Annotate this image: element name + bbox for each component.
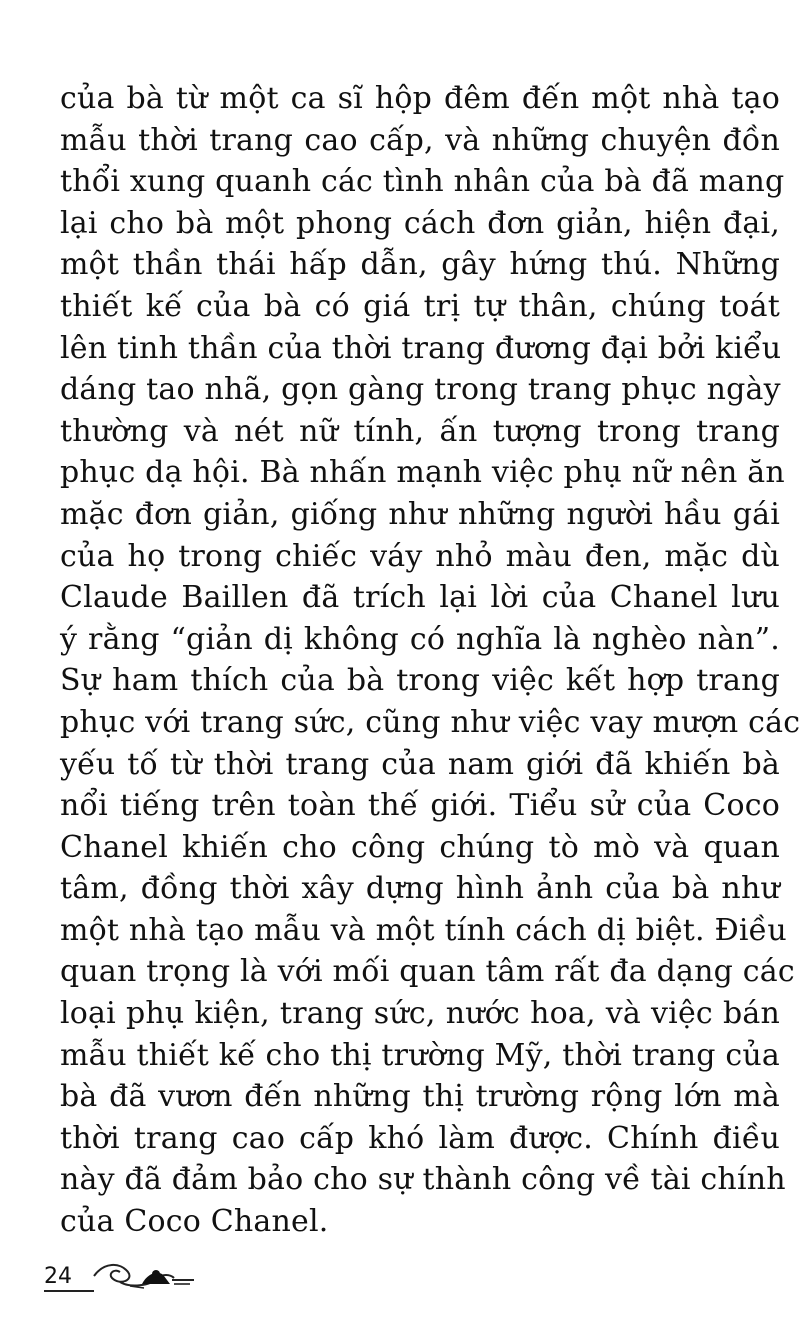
text-line: Claude Baillen đã trích lại lời của Chanel lưu [60, 580, 780, 616]
text-line: quan trọng là với mối quan tâm rất đa dạng các [60, 954, 795, 990]
text-line: của bà từ một ca sĩ hộp đêm đến một nhà tạo [60, 81, 780, 116]
body-text [60, 78, 800, 1243]
page-number: 24 [44, 1264, 72, 1289]
text-line: thường và nét nữ tính, ấn tượng trong trang [60, 413, 780, 449]
text-line: phục với trang sức, cũng như việc vay mượn các [60, 704, 800, 740]
text-line: mẫu thiết kế cho thị trường Mỹ, thời trang của [60, 1037, 780, 1073]
text-line: yếu tố từ thời trang của nam giới đã khiến bà [60, 746, 780, 782]
text-line: lên tinh thần của thời trang đương đại bởi kiểu [60, 330, 782, 366]
text-line: thiết kế của bà có giá trị tự thân, chúng toát [60, 288, 780, 324]
text-line: ý rằng “giản dị không có nghĩa là nghèo nàn”. [60, 621, 780, 657]
text-line: của Coco Chanel. [60, 1204, 329, 1240]
text-line: bà đã vươn đến những thị trường rộng lớn mà [60, 1079, 780, 1115]
text-line: loại phụ kiện, trang sức, nước hoa, và việc bán [60, 996, 780, 1032]
text-line: của họ trong chiếc váy nhỏ màu đen, mặc dù [60, 538, 780, 574]
text-line: lại cho bà một phong cách đơn giản, hiện đại, [60, 205, 780, 241]
text-line: mặc đơn giản, giống như những người hầu gái [60, 496, 780, 532]
text-line: phục dạ hội. Bà nhấn mạnh việc phụ nữ nên ăn [60, 455, 785, 491]
text-line: Chanel khiến cho công chúng tò mò và quan [60, 829, 780, 865]
text-line: dáng tao nhã, gọn gàng trong trang phục ngày [60, 372, 781, 408]
text-line: Sự ham thích của bà trong việc kết hợp trang [60, 663, 780, 699]
text-line: tâm, đồng thời xây dựng hình ảnh của bà như [60, 871, 780, 907]
decorative-flourish-icon [90, 1258, 200, 1296]
text-line: thời trang cao cấp khó làm được. Chính điều [60, 1120, 780, 1156]
text-line: một thần thái hấp dẫn, gây hứng thú. Những [60, 247, 780, 283]
text-line: nổi tiếng trên toàn thế giới. Tiểu sử của Coco [60, 788, 780, 824]
text-line: mẫu thời trang cao cấp, và những chuyện đồn [60, 122, 780, 158]
text-line: một nhà tạo mẫu và một tính cách dị biệt. Điều [60, 912, 787, 948]
page-footer [44, 1262, 244, 1296]
text-line: này đã đảm bảo cho sự thành công về tài chính [60, 1162, 786, 1198]
page-number-rule [44, 1290, 94, 1292]
text-line: thổi xung quanh các tình nhân của bà đã mang [60, 164, 785, 200]
